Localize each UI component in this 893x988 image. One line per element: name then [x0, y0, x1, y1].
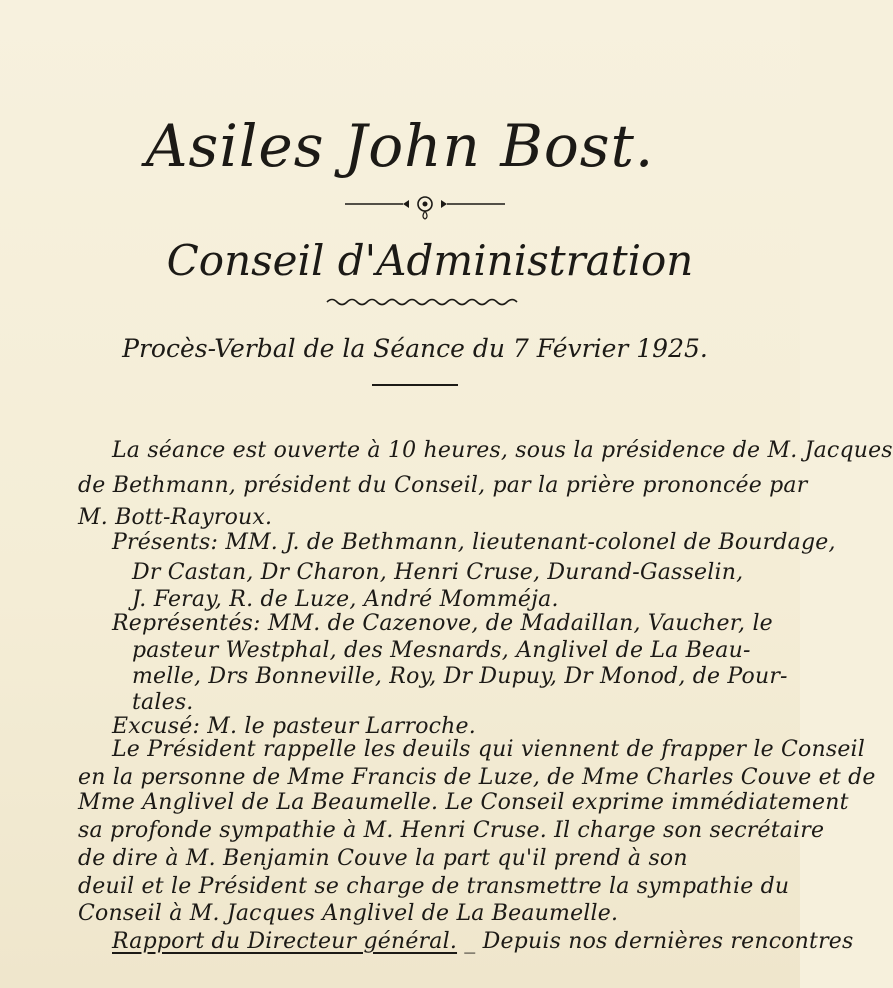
body-line: Représentés: MM. de Cazenove, de Madaillan, Vaucher, le: [112, 611, 773, 636]
body-line: La séance est ouverte à 10 heures, sous la présidence de M. Jacques: [112, 438, 893, 463]
wavy-underline: [327, 296, 517, 308]
report-heading: Rapport du Directeur général.: [112, 929, 458, 954]
body-line: Le Président rappelle les deuils qui viennent de frapper le Conseil: [112, 737, 866, 762]
body-line: Présents: MM. J. de Bethmann, lieutenant-colonel de Bourdage,: [112, 530, 836, 555]
body-line: pasteur Westphal, des Mesnards, Anglivel de La Beau-: [132, 638, 751, 663]
body-line: de dire à M. Benjamin Couve la part qu'il prend à son: [78, 846, 688, 871]
document-subtitle: Conseil d'Administration: [166, 236, 694, 285]
body-line: M. Bott-Rayroux.: [78, 505, 273, 530]
report-line: [112, 929, 854, 954]
heading-rule: [372, 384, 458, 386]
body-line: melle, Drs Bonneville, Roy, Dr Dupuy, Dr Monod, de Pour-: [132, 664, 788, 689]
body-line: en la personne de Mme Francis de Luze, de Mme Charles Couve et de: [78, 765, 876, 790]
body-line: Conseil à M. Jacques Anglivel de La Beaumelle.: [78, 901, 619, 926]
body-line: Dr Castan, Dr Charon, Henri Cruse, Durand-Gasselin,: [132, 560, 744, 585]
ornament-divider: [345, 190, 505, 220]
body-line: Mme Anglivel de La Beaumelle. Le Conseil exprime immédiatement: [78, 790, 849, 815]
body-line: J. Feray, R. de Luze, André Momméja.: [132, 587, 559, 612]
meeting-heading: Procès-Verbal de la Séance du 7 Février 1925.: [122, 334, 708, 363]
body-line: sa profonde sympathie à M. Henri Cruse. Il charge son secrétaire: [78, 818, 825, 843]
body-line: tales.: [132, 690, 194, 715]
body-line: deuil et le Président se charge de transmettre la sympathie du: [78, 874, 790, 899]
report-text: _ Depuis nos dernières rencontres: [457, 929, 854, 954]
document-title: Asiles John Bost.: [145, 112, 655, 180]
body-line: Excusé: M. le pasteur Larroche.: [112, 714, 476, 739]
body-line: de Bethmann, président du Conseil, par la prière prononcée par: [78, 473, 808, 498]
